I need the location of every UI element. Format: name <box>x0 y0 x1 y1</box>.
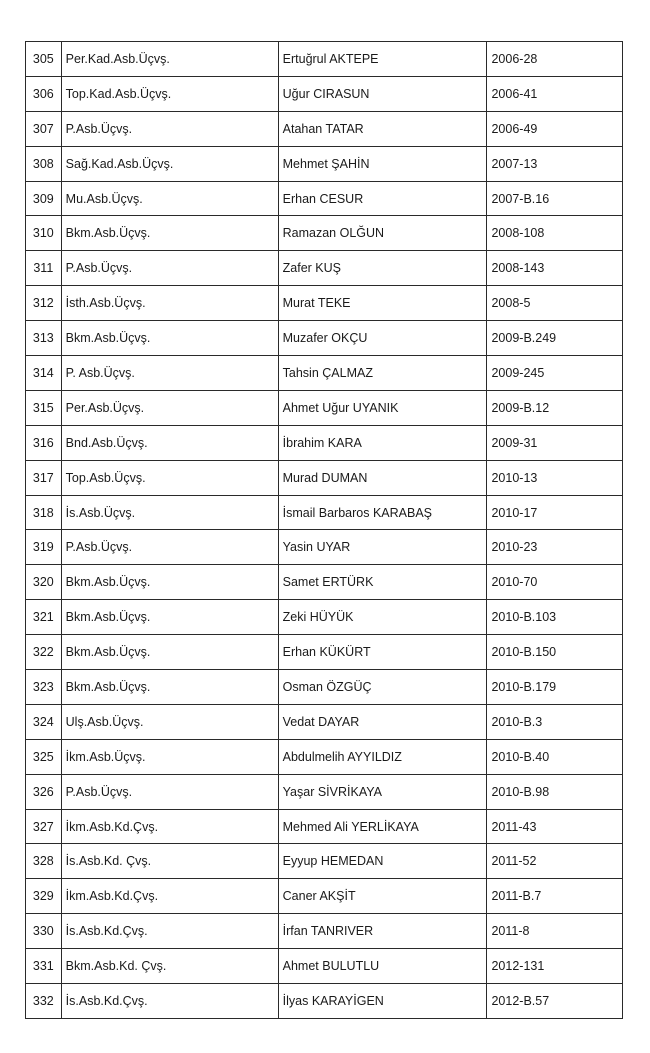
row-number: 310 <box>26 216 62 251</box>
table-row <box>26 216 623 251</box>
name-cell: Murat TEKE <box>278 286 487 321</box>
rank-cell: Bkm.Asb.Üçvş. <box>61 670 278 705</box>
row-number: 321 <box>26 600 62 635</box>
code-cell: 2010-B.40 <box>487 739 623 774</box>
table-row <box>26 670 623 705</box>
name-cell: Ahmet Uğur UYANIK <box>278 390 487 425</box>
table-row <box>26 949 623 984</box>
name-cell: Murad DUMAN <box>278 460 487 495</box>
table-row <box>26 460 623 495</box>
rank-cell: P.Asb.Üçvş. <box>61 111 278 146</box>
name-cell: Uğur CIRASUN <box>278 76 487 111</box>
name-cell: Caner AKŞİT <box>278 879 487 914</box>
code-cell: 2010-B.98 <box>487 774 623 809</box>
table-row <box>26 914 623 949</box>
rank-cell: P. Asb.Üçvş. <box>61 356 278 391</box>
table-row <box>26 844 623 879</box>
row-number: 325 <box>26 739 62 774</box>
code-cell: 2008-108 <box>487 216 623 251</box>
code-cell: 2008-5 <box>487 286 623 321</box>
row-number: 329 <box>26 879 62 914</box>
row-number: 306 <box>26 76 62 111</box>
row-number: 323 <box>26 670 62 705</box>
rank-cell: Per.Asb.Üçvş. <box>61 390 278 425</box>
rank-cell: P.Asb.Üçvş. <box>61 251 278 286</box>
name-cell: Mehmet ŞAHİN <box>278 146 487 181</box>
rank-cell: İs.Asb.Üçvş. <box>61 495 278 530</box>
personnel-table <box>25 41 623 1019</box>
row-number: 307 <box>26 111 62 146</box>
name-cell: İbrahim KARA <box>278 425 487 460</box>
name-cell: Zafer KUŞ <box>278 251 487 286</box>
code-cell: 2012-B.57 <box>487 984 623 1019</box>
name-cell: Osman ÖZGÜÇ <box>278 670 487 705</box>
code-cell: 2010-23 <box>487 530 623 565</box>
code-cell: 2010-70 <box>487 565 623 600</box>
code-cell: 2011-8 <box>487 914 623 949</box>
name-cell: Muzafer OKÇU <box>278 321 487 356</box>
name-cell: İsmail Barbaros KARABAŞ <box>278 495 487 530</box>
table-row <box>26 565 623 600</box>
row-number: 308 <box>26 146 62 181</box>
rank-cell: P.Asb.Üçvş. <box>61 774 278 809</box>
name-cell: Ramazan OLĞUN <box>278 216 487 251</box>
rank-cell: Ulş.Asb.Üçvş. <box>61 704 278 739</box>
name-cell: Zeki HÜYÜK <box>278 600 487 635</box>
table-row <box>26 76 623 111</box>
table-row <box>26 111 623 146</box>
row-number: 322 <box>26 635 62 670</box>
table-row <box>26 425 623 460</box>
rank-cell: İsth.Asb.Üçvş. <box>61 286 278 321</box>
row-number: 331 <box>26 949 62 984</box>
name-cell: Abdulmelih AYYILDIZ <box>278 739 487 774</box>
name-cell: Yasin UYAR <box>278 530 487 565</box>
personnel-table-body <box>26 42 623 1019</box>
row-number: 332 <box>26 984 62 1019</box>
table-row <box>26 809 623 844</box>
row-number: 315 <box>26 390 62 425</box>
name-cell: Erhan CESUR <box>278 181 487 216</box>
code-cell: 2012-131 <box>487 949 623 984</box>
code-cell: 2006-49 <box>487 111 623 146</box>
rank-cell: Bnd.Asb.Üçvş. <box>61 425 278 460</box>
rank-cell: İs.Asb.Kd.Çvş. <box>61 914 278 949</box>
rank-cell: Bkm.Asb.Üçvş. <box>61 321 278 356</box>
name-cell: İlyas KARAYİGEN <box>278 984 487 1019</box>
rank-cell: İs.Asb.Kd.Çvş. <box>61 984 278 1019</box>
row-number: 320 <box>26 565 62 600</box>
row-number: 316 <box>26 425 62 460</box>
rank-cell: P.Asb.Üçvş. <box>61 530 278 565</box>
code-cell: 2006-41 <box>487 76 623 111</box>
table-row <box>26 146 623 181</box>
row-number: 313 <box>26 321 62 356</box>
table-row <box>26 181 623 216</box>
table-row <box>26 356 623 391</box>
code-cell: 2010-B.150 <box>487 635 623 670</box>
table-row <box>26 739 623 774</box>
row-number: 324 <box>26 704 62 739</box>
code-cell: 2006-28 <box>487 42 623 77</box>
table-row <box>26 251 623 286</box>
table-row <box>26 984 623 1019</box>
code-cell: 2010-17 <box>487 495 623 530</box>
code-cell: 2009-245 <box>487 356 623 391</box>
row-number: 309 <box>26 181 62 216</box>
row-number: 311 <box>26 251 62 286</box>
code-cell: 2010-B.179 <box>487 670 623 705</box>
code-cell: 2010-B.103 <box>487 600 623 635</box>
code-cell: 2009-31 <box>487 425 623 460</box>
row-number: 328 <box>26 844 62 879</box>
rank-cell: Bkm.Asb.Üçvş. <box>61 216 278 251</box>
rank-cell: İs.Asb.Kd. Çvş. <box>61 844 278 879</box>
name-cell: Atahan TATAR <box>278 111 487 146</box>
code-cell: 2011-B.7 <box>487 879 623 914</box>
row-number: 326 <box>26 774 62 809</box>
table-row <box>26 635 623 670</box>
code-cell: 2009-B.12 <box>487 390 623 425</box>
rank-cell: İkm.Asb.Kd.Çvş. <box>61 809 278 844</box>
name-cell: Mehmed Ali YERLİKAYA <box>278 809 487 844</box>
name-cell: Ertuğrul AKTEPE <box>278 42 487 77</box>
row-number: 314 <box>26 356 62 391</box>
row-number: 330 <box>26 914 62 949</box>
rank-cell: Mu.Asb.Üçvş. <box>61 181 278 216</box>
table-row <box>26 321 623 356</box>
rank-cell: Bkm.Asb.Üçvş. <box>61 635 278 670</box>
table-row <box>26 704 623 739</box>
table-row <box>26 286 623 321</box>
rank-cell: Top.Kad.Asb.Üçvş. <box>61 76 278 111</box>
rank-cell: Per.Kad.Asb.Üçvş. <box>61 42 278 77</box>
name-cell: Yaşar SİVRİKAYA <box>278 774 487 809</box>
name-cell: Samet ERTÜRK <box>278 565 487 600</box>
rank-cell: İkm.Asb.Kd.Çvş. <box>61 879 278 914</box>
table-row <box>26 530 623 565</box>
row-number: 312 <box>26 286 62 321</box>
table-row <box>26 879 623 914</box>
table-row <box>26 42 623 77</box>
code-cell: 2011-43 <box>487 809 623 844</box>
code-cell: 2007-13 <box>487 146 623 181</box>
name-cell: İrfan TANRIVER <box>278 914 487 949</box>
table-row <box>26 600 623 635</box>
table-row <box>26 390 623 425</box>
rank-cell: Bkm.Asb.Üçvş. <box>61 565 278 600</box>
code-cell: 2008-143 <box>487 251 623 286</box>
name-cell: Erhan KÜKÜRT <box>278 635 487 670</box>
rank-cell: Sağ.Kad.Asb.Üçvş. <box>61 146 278 181</box>
name-cell: Vedat DAYAR <box>278 704 487 739</box>
row-number: 319 <box>26 530 62 565</box>
row-number: 317 <box>26 460 62 495</box>
rank-cell: Top.Asb.Üçvş. <box>61 460 278 495</box>
code-cell: 2010-B.3 <box>487 704 623 739</box>
name-cell: Tahsin ÇALMAZ <box>278 356 487 391</box>
table-row <box>26 774 623 809</box>
row-number: 318 <box>26 495 62 530</box>
rank-cell: Bkm.Asb.Kd. Çvş. <box>61 949 278 984</box>
code-cell: 2010-13 <box>487 460 623 495</box>
code-cell: 2009-B.249 <box>487 321 623 356</box>
name-cell: Ahmet BULUTLU <box>278 949 487 984</box>
row-number: 305 <box>26 42 62 77</box>
row-number: 327 <box>26 809 62 844</box>
code-cell: 2007-B.16 <box>487 181 623 216</box>
rank-cell: İkm.Asb.Üçvş. <box>61 739 278 774</box>
code-cell: 2011-52 <box>487 844 623 879</box>
name-cell: Eyyup HEMEDAN <box>278 844 487 879</box>
table-row <box>26 495 623 530</box>
rank-cell: Bkm.Asb.Üçvş. <box>61 600 278 635</box>
